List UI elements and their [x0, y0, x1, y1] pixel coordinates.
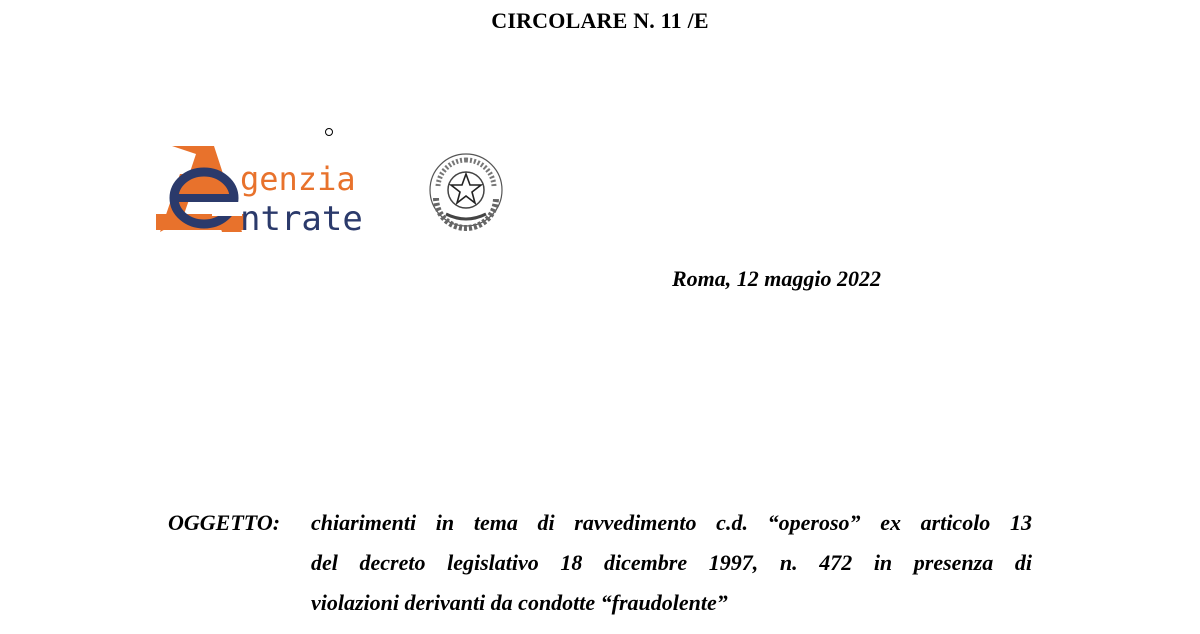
circular-title: CIRCOLARE N. 11 /E [491, 8, 709, 33]
subject-line-3: violazioni derivanti da condotte “fraudolente” [311, 590, 728, 615]
stray-mark [325, 128, 333, 136]
subject-label: OGGETTO: [168, 510, 281, 535]
brand-word-genzia: genzia [240, 160, 356, 198]
subject-line-2: del decreto legislativo 18 dicembre 1997, n. 472 in presenza di [311, 550, 1032, 575]
agenzia-entrate-logo [152, 146, 512, 238]
subject-text [311, 503, 1032, 623]
italian-republic-emblem-icon [430, 154, 502, 228]
subject-line-1: chiarimenti in tema di ravvedimento c.d. “operoso” ex articolo 13 [311, 510, 1032, 535]
document-date: Roma, 12 maggio 2022 [672, 266, 882, 291]
brand-word-ntrate: ntrate [240, 199, 363, 238]
agenzia-entrate-mark-icon [156, 146, 244, 232]
